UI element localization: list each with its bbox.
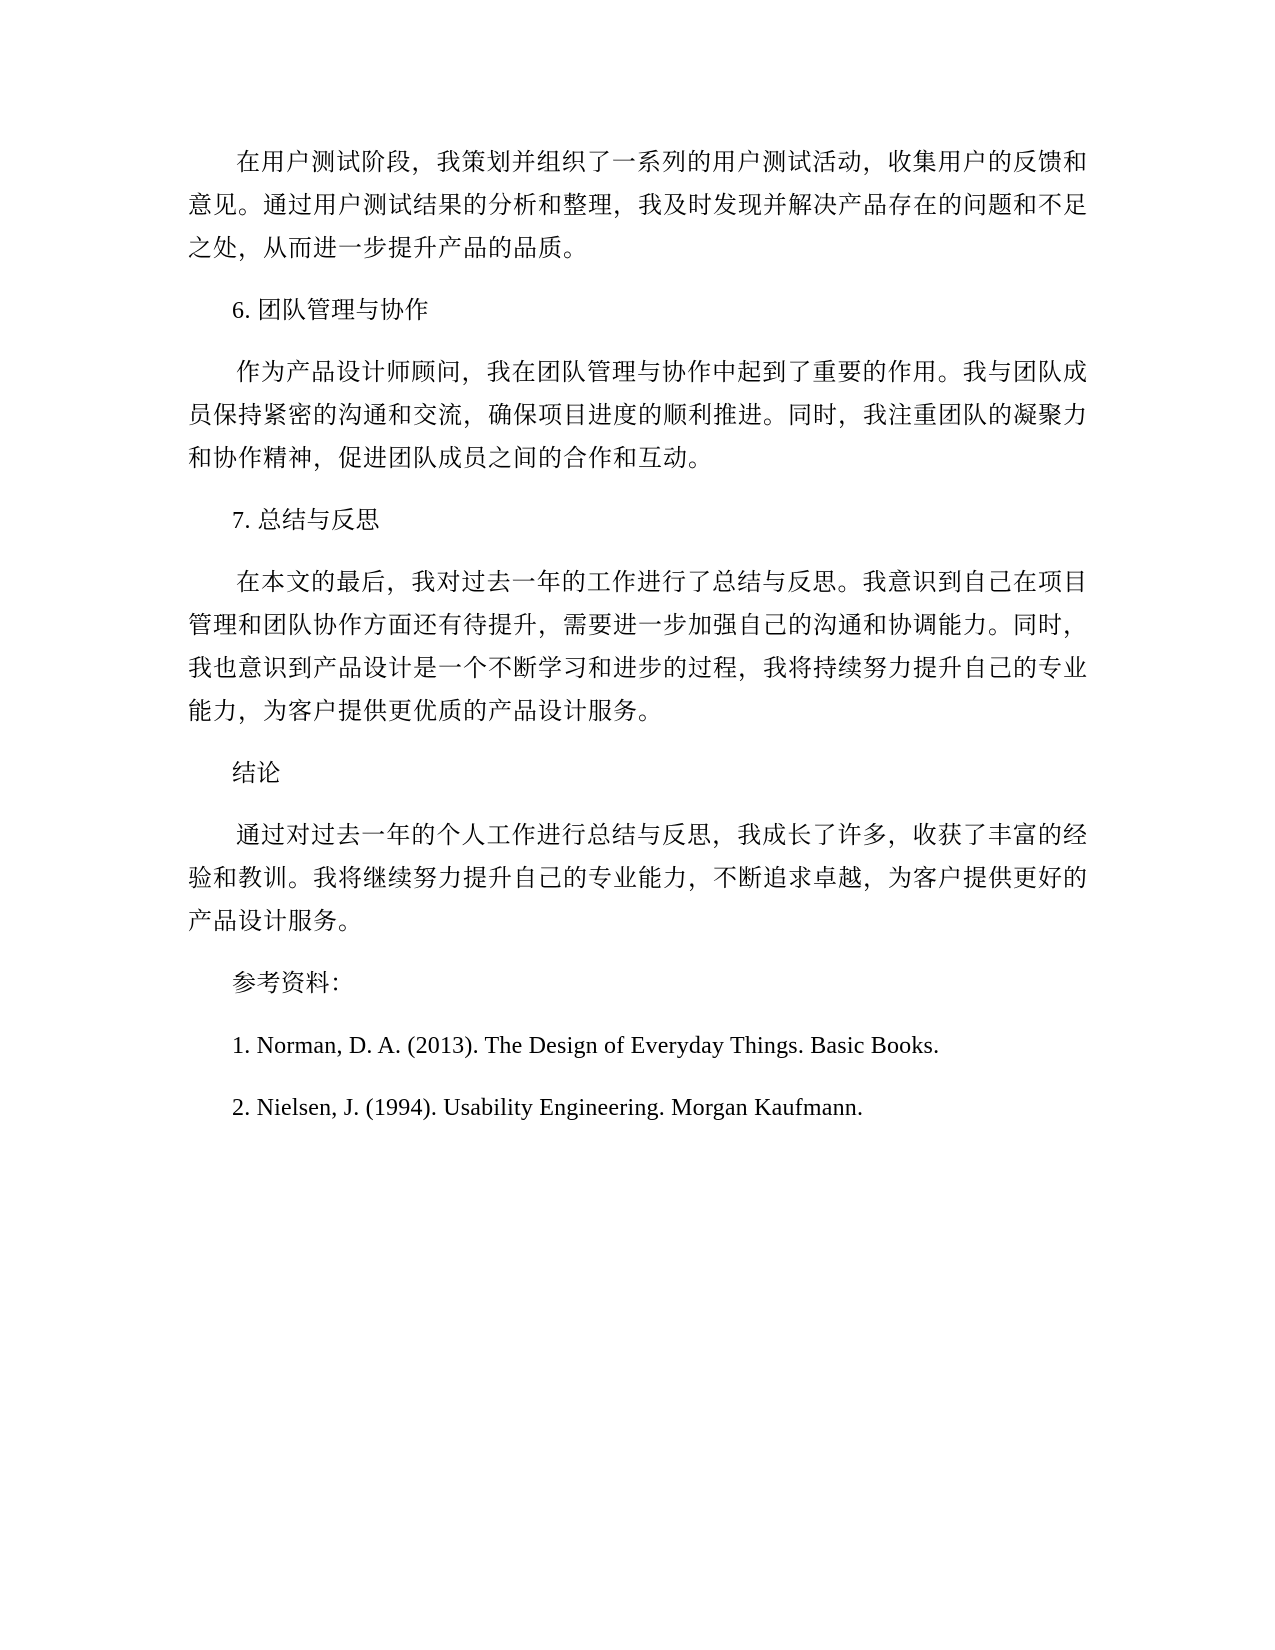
user-testing-paragraph: 在用户测试阶段，我策划并组织了一系列的用户测试活动，收集用户的反馈和意见。通过用户测试结果的分析和整理，我及时发现并解决产品存在的问题和不足之处，从而进一步提升产品的品质。 — [188, 150, 1088, 262]
summary-reflection-heading: 7. 总结与反思 — [232, 508, 380, 534]
document-body — [188, 142, 1088, 1149]
reference-item: 1. Norman, D. A. (2013). The Design of Everyday Things. Basic Books. — [232, 1033, 940, 1059]
references-heading: 参考资料： — [232, 971, 355, 997]
conclusion-heading: 结论 — [232, 761, 281, 787]
team-management-heading: 6. 团队管理与协作 — [232, 298, 429, 324]
team-management-paragraph: 作为产品设计师顾问，我在团队管理与协作中起到了重要的作用。我与团队成员保持紧密的沟通和交流，确保项目进度的顺利推进。同时，我注重团队的凝聚力和协作精神，促进团队成员之间的合作和互动。 — [188, 360, 1088, 472]
summary-reflection-paragraph: 在本文的最后，我对过去一年的工作进行了总结与反思。我意识到自己在项目管理和团队协作方面还有待提升，需要进一步加强自己的沟通和协调能力。同时，我也意识到产品设计是一个不断学习和进步的过程，我将持续努力提升自己的专业能力，为客户提供更优质的产品设计服务。 — [188, 570, 1088, 725]
reference-item: 2. Nielsen, J. (1994). Usability Engineering. Morgan Kaufmann. — [232, 1095, 864, 1121]
conclusion-paragraph: 通过对过去一年的个人工作进行总结与反思，我成长了许多，收获了丰富的经验和教训。我将继续努力提升自己的专业能力，不断追求卓越，为客户提供更好的产品设计服务。 — [188, 823, 1088, 935]
